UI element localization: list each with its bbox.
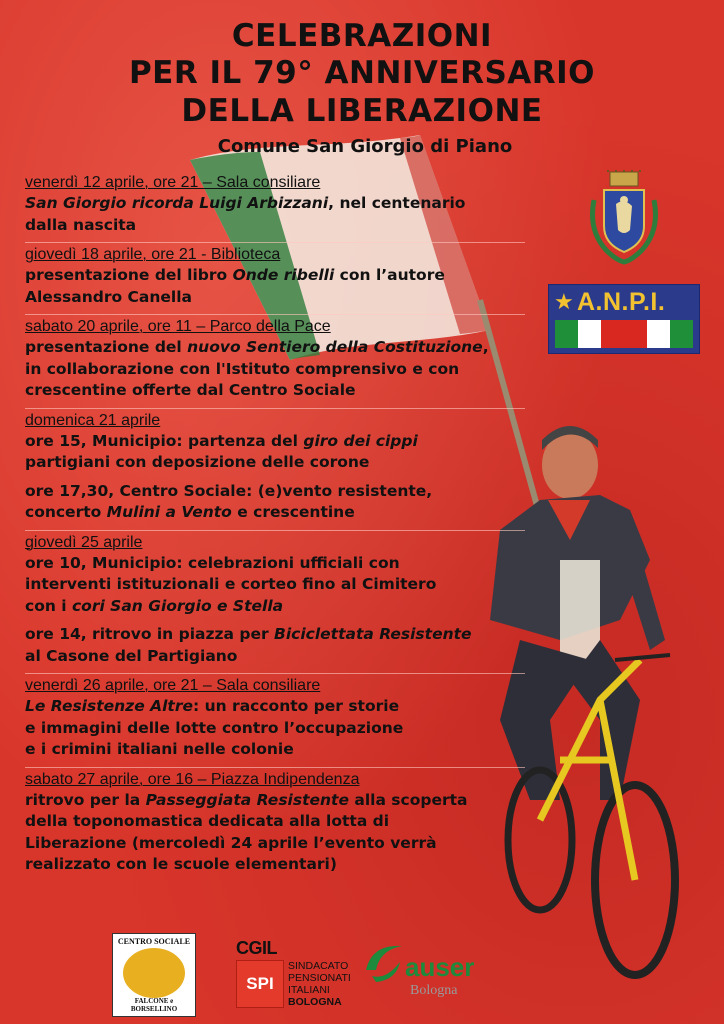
event-description-line [25, 646, 525, 668]
spi-description [288, 960, 351, 1008]
event-text: ore 10, Municipio: celebrazioni ufficiali con [25, 553, 400, 572]
event-description-line [25, 215, 525, 237]
event-description-line [25, 854, 525, 876]
event-description-line [25, 596, 525, 618]
anpi-label: A.N.P.I. [577, 288, 666, 316]
event-text: ore 17,30, Centro Sociale: (e)vento resistente, [25, 481, 433, 500]
event-text: ritrovo per la [25, 790, 146, 809]
event-block [25, 314, 525, 402]
event-description-line [25, 696, 525, 718]
auser-wordmark: auser [405, 952, 475, 982]
event-text: alla scoperta [348, 790, 468, 809]
event-text: e crescentine [231, 503, 355, 521]
event-description-line [25, 337, 525, 359]
event-block [25, 673, 525, 761]
event-text: della toponomastica dedicata alla lotta di [25, 812, 390, 830]
poster-title-line-2: PER IL 79° ANNIVERSARIO [128, 55, 596, 91]
event-text: e i crimini italiani nelle colonie [25, 740, 294, 758]
event-text: concerto [25, 503, 107, 521]
event-italic-text: Mulini a Vento [106, 503, 232, 521]
event-block [25, 767, 525, 876]
event-description-line [25, 811, 525, 833]
anpi-flag-stripe [578, 320, 601, 348]
event-italic-text: cori San Giorgio e Stella [71, 596, 284, 615]
event-text: Alessandro Canella [25, 287, 193, 306]
event-italic-text: San Giorgio ricorda Luigi Arbizzani [25, 194, 329, 212]
event-gap [25, 474, 525, 481]
event-text: presentazione del libro [25, 266, 233, 284]
event-text: , nel centenario [328, 194, 466, 212]
cgil-spi-logo [236, 940, 356, 1010]
event-block [25, 530, 525, 668]
event-description-line [25, 833, 525, 855]
event-date: giovedì 25 aprile [25, 533, 143, 551]
event-description-line [25, 502, 525, 524]
event-text: dalla nascita [25, 215, 137, 234]
event-description-line [25, 380, 525, 402]
anpi-flag-stripe [555, 320, 578, 348]
event-description-line [25, 481, 525, 503]
event-text: in collaborazione con l'Istituto comprensivo e con [25, 359, 460, 378]
event-description-line [25, 452, 525, 474]
event-description-line [25, 193, 525, 215]
spi-line: ITALIANI [288, 984, 330, 996]
event-description-line [25, 431, 525, 453]
event-text: partigiani con deposizione delle corone [25, 453, 370, 471]
event-date: venerdì 12 aprile, ore 21 – Sala consiliare [25, 174, 321, 191]
centro-sociale-logo [112, 933, 196, 1017]
municipal-crest-icon [586, 170, 662, 266]
event-description-line [25, 287, 525, 309]
spi-line: SINDACATO [288, 960, 349, 972]
event-italic-text: Le Resistenze Altre [25, 697, 193, 715]
anpi-flag-stripes [555, 320, 693, 348]
event-text: interventi istituzionali e corteo fino al Cimitero [25, 575, 437, 593]
event-italic-text: Passeggiata Resistente [145, 790, 349, 809]
event-italic-text: giro dei cippi [303, 431, 418, 450]
event-text: crescentine offerte dal Centro Sociale [25, 381, 356, 399]
event-text: con i [25, 596, 72, 615]
event-description-line [25, 624, 525, 646]
event-block [25, 171, 525, 236]
auser-city: Bologna [410, 983, 458, 998]
event-italic-text: Biciclettata Resistente [274, 625, 472, 643]
event-italic-text: Onde ribelli [232, 266, 335, 284]
spi-wordmark: SPI [236, 960, 284, 1008]
event-date: sabato 20 aprile, ore 11 – Parco della Pace [25, 318, 331, 335]
event-text: con l’autore [334, 266, 445, 284]
anpi-flag-stripe [647, 320, 670, 348]
event-text: realizzato con le scuole elementari) [25, 855, 337, 873]
event-text: e immagini delle lotte contro l’occupazione [25, 718, 404, 737]
centro-sociale-bottom-text: FALCONE e BORSELLINO [130, 997, 178, 1013]
event-text: Liberazione (mercoledì 24 aprile l’evento verrà [25, 833, 437, 852]
event-date: domenica 21 aprile [25, 411, 161, 429]
poster-title-line-3: DELLA LIBERAZIONE [181, 93, 543, 129]
cgil-wordmark: CGIL [236, 938, 277, 958]
anpi-star-icon: ★ [554, 290, 574, 315]
event-description-line [25, 265, 525, 287]
event-block [25, 242, 525, 308]
anpi-flag-stripe [601, 320, 624, 348]
anpi-flag-stripe [670, 320, 693, 348]
event-italic-text: nuovo Sentiero della Costituzione [187, 338, 483, 356]
anpi-logo [548, 284, 700, 354]
centro-sociale-portrait [123, 948, 185, 998]
spi-line: PENSIONATI [288, 972, 351, 984]
event-description-line [25, 790, 525, 812]
event-text: ore 15, Municipio: partenza del [25, 431, 304, 450]
event-text: , [482, 338, 489, 356]
event-gap [25, 617, 525, 624]
event-block [25, 408, 525, 524]
centro-sociale-top-text: CENTRO SOCIALE [117, 937, 191, 946]
events-list [25, 171, 525, 882]
auser-logo [362, 940, 490, 1004]
event-description-line [25, 574, 525, 596]
spi-line: BOLOGNA [288, 996, 342, 1008]
anpi-flag-stripe [624, 320, 647, 348]
event-description-line [25, 739, 525, 761]
event-description-line [25, 718, 525, 740]
event-description-line [25, 359, 525, 381]
event-date: venerdì 26 aprile, ore 21 – Sala consiliare [25, 677, 321, 694]
event-date: giovedì 18 aprile, ore 21 - Biblioteca [25, 246, 281, 263]
event-text: ore 14, ritrovo in piazza per [25, 625, 275, 643]
auser-swoosh-icon [362, 940, 410, 984]
poster-title-line-1: CELEBRAZIONI [231, 18, 493, 54]
event-text: al Casone del Partigiano [25, 646, 238, 665]
event-description-line [25, 553, 525, 575]
poster-subtitle: Comune San Giorgio di Piano [217, 136, 513, 157]
event-text: presentazione del [25, 338, 188, 356]
event-text: : un racconto per storie [193, 697, 400, 715]
event-date: sabato 27 aprile, ore 16 – Piazza Indipendenza [25, 770, 360, 788]
